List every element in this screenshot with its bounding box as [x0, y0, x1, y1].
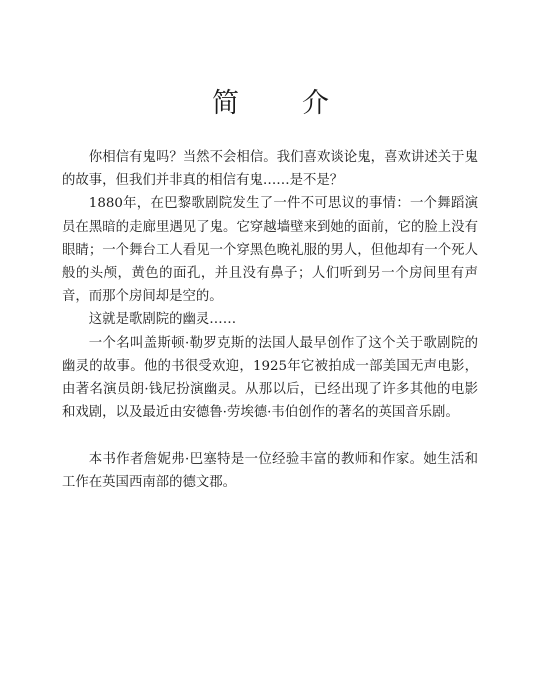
intro-body: [62, 146, 478, 494]
paragraph-leroux-history: 一个名叫盖斯顿·勒罗克斯的法国人最早创作了这个关于歌剧院的幽灵的故事。他的书很受欢迎，1925年它被拍成一部美国无声电影，由著名演员朗·钱尼扮演幽灵。从那以后，已经出现了许多其他的电影和戏剧，以及最近由安德鲁·劳埃德·韦伯创作的著名的英国音乐剧。: [62, 335, 478, 421]
page-title: 简 介: [212, 88, 347, 119]
paragraph-phantom-line: 这就是歌剧院的幽灵……: [88, 312, 237, 328]
paragraph-opera-1880: 1880年，在巴黎歌剧院发生了一件不可思议的事情：一个舞蹈演员在黑暗的走廊里遇见了鬼。它穿越墙壁来到她的面前，它的脸上没有眼睛；一个舞台工人看见一个穿黑色晚礼服的男人，但他却有一个死人般的头颅，黄色的面孔，并且没有鼻子；人们听到另一个房间里有声音，而那个房间却是空的。: [62, 196, 478, 305]
paragraph-ghost-belief: 你相信有鬼吗？当然不会相信。我们喜欢谈论鬼，喜欢讲述关于鬼的故事，但我们并非真的相信有鬼……是不是？: [62, 150, 478, 189]
paragraph-author-bio: 本书作者詹妮弗·巴塞特是一位经验丰富的教师和作家。她生活和工作在英国西南部的德文郡。: [62, 451, 478, 490]
